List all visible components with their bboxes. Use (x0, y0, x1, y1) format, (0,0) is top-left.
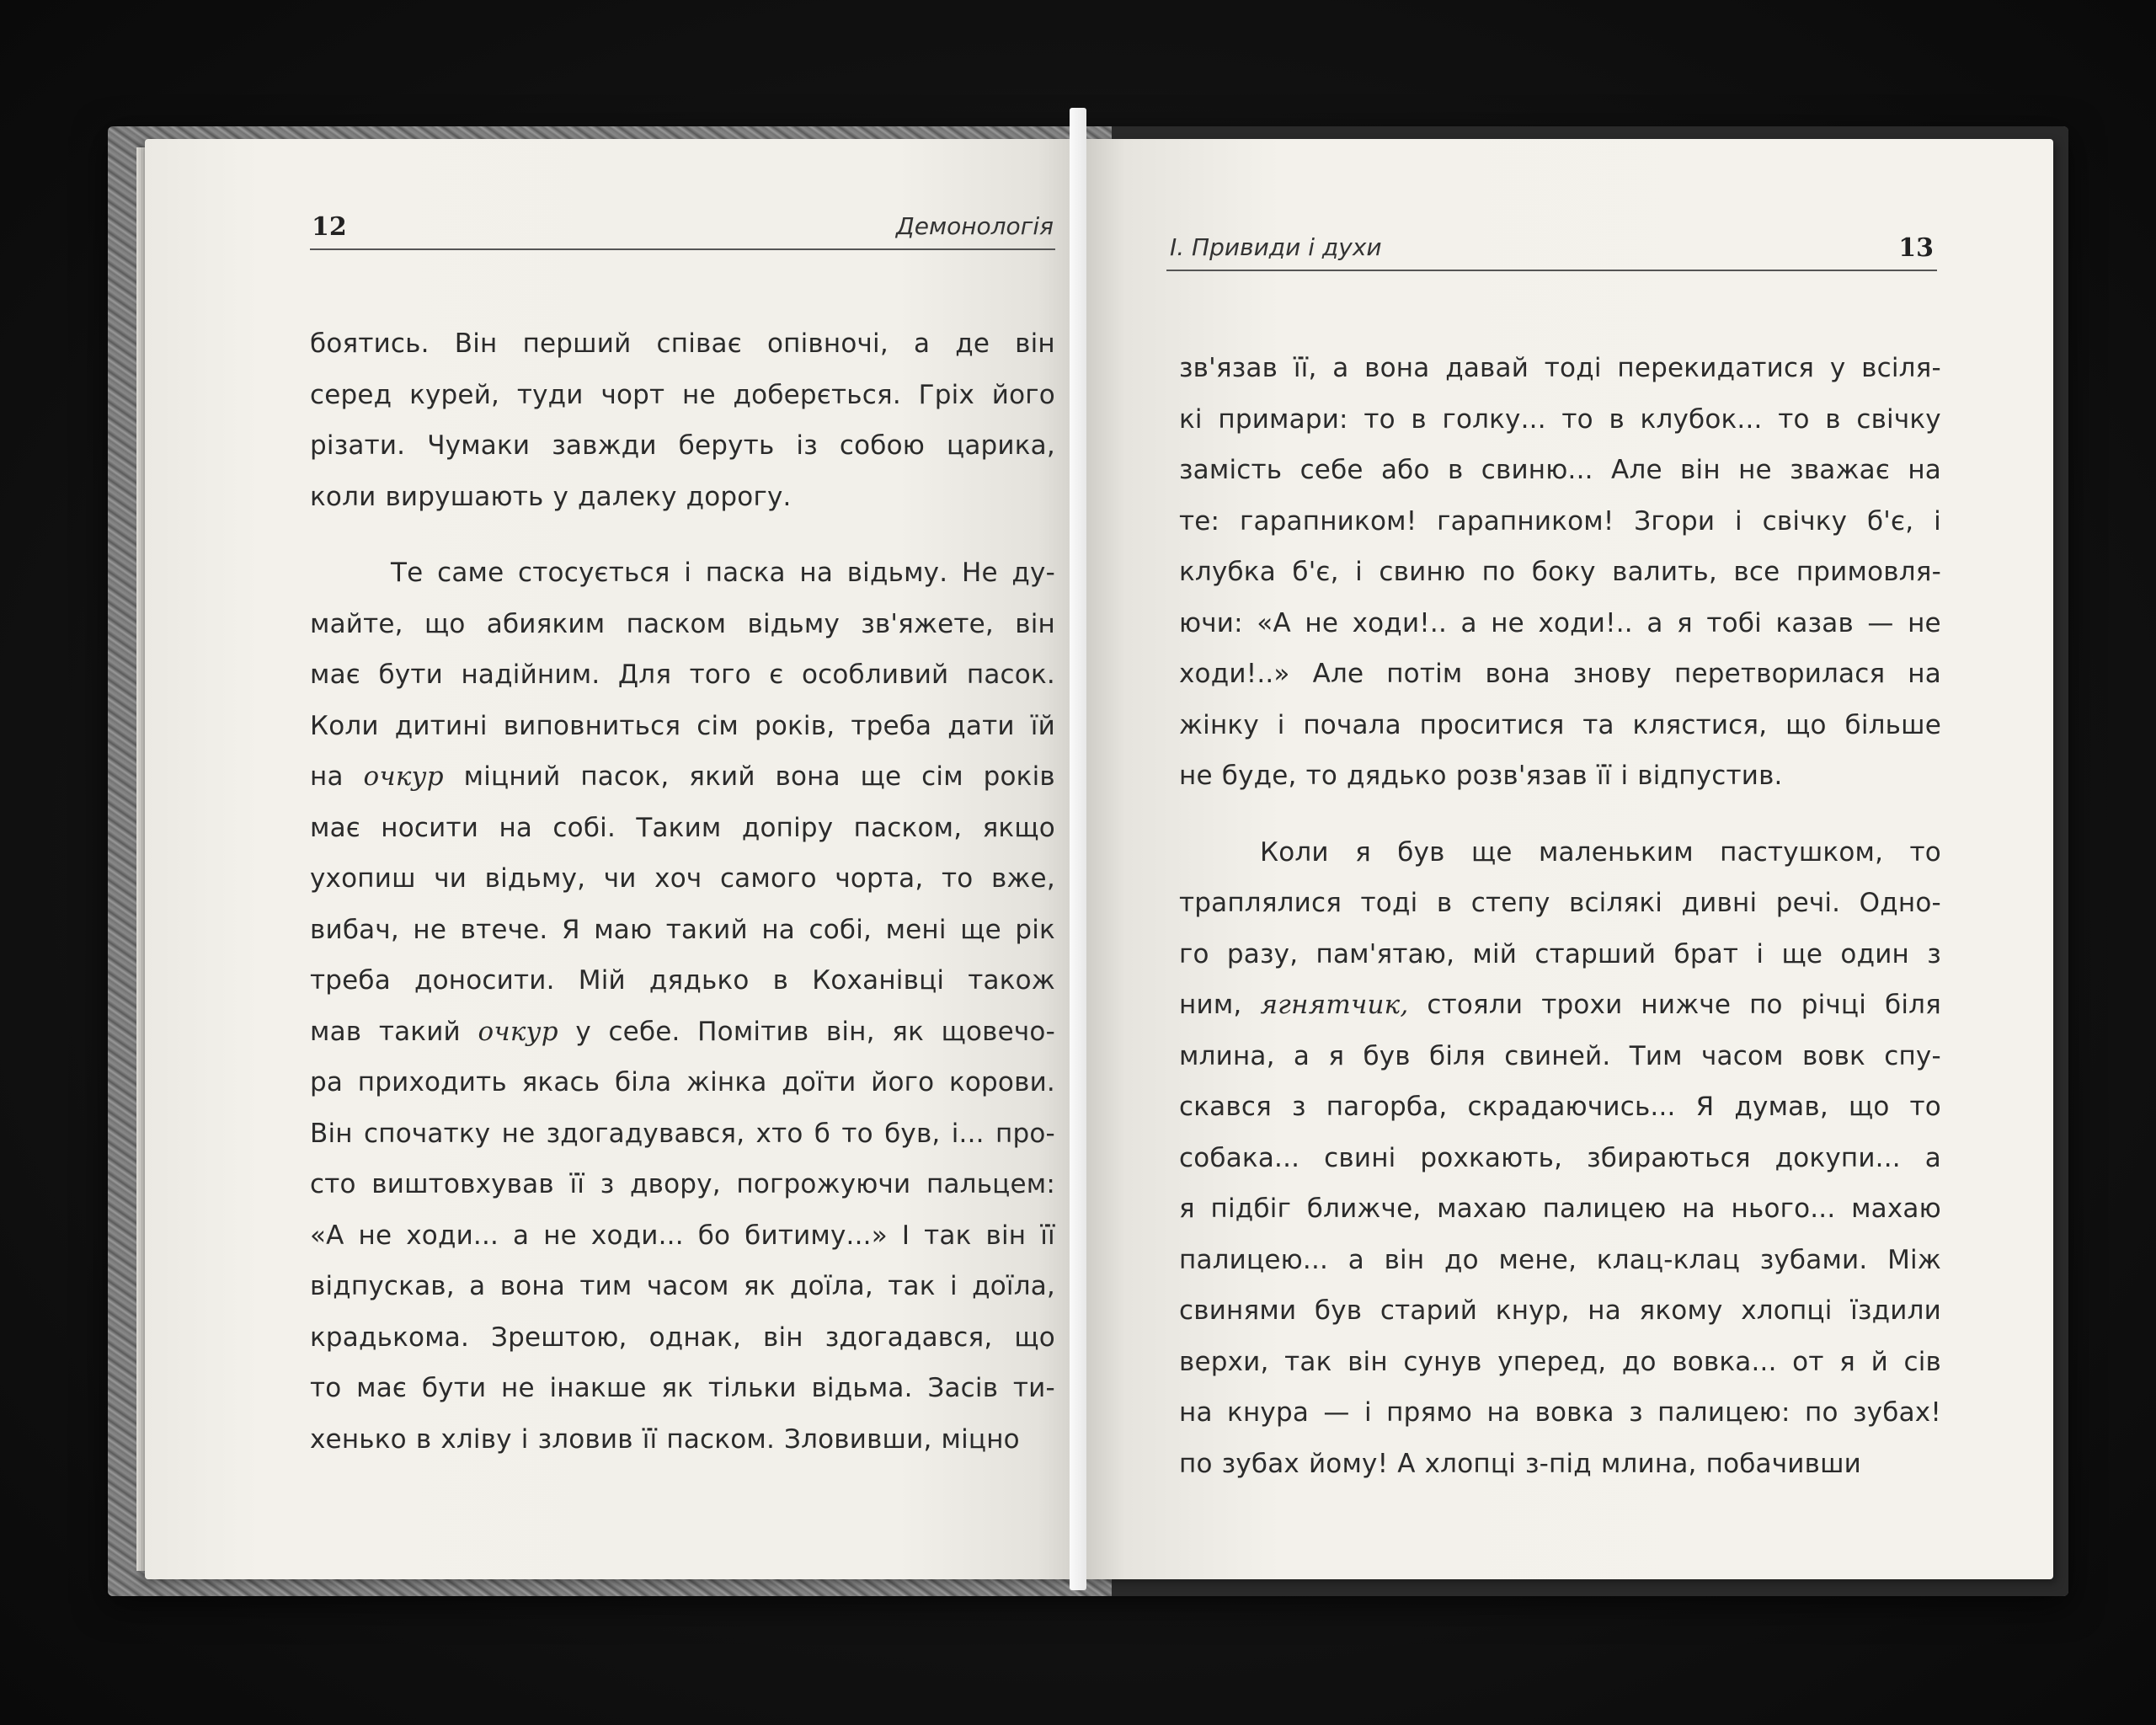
text-line: мав такий очкур у себе. Помітив він, як щовечо- (310, 1016, 1055, 1047)
book-spine (1070, 108, 1086, 1590)
text-line: траплялися тоді в степу всілякі дивні речі. Одно- (1179, 888, 1941, 918)
text-line: ним, ягнятчик, стояли трохи нижче по річці біля (1179, 990, 1941, 1020)
text-line: Він спочатку не здогадувався, хто б то був, і... про- (310, 1118, 1055, 1149)
left-page-header (310, 198, 1055, 250)
text-line: скався з пагорба, скрадаючись... Я думав, що то (1179, 1092, 1941, 1122)
text-line: ючи: «А не ходи!.. а не ходи!.. а я тобі казав — не (1179, 607, 1941, 638)
text-line: сто виштовхував її з двору, погрожуючи пальцем: (310, 1169, 1055, 1199)
text-line: треба доносити. Мій дядько в Коханівці також (310, 965, 1055, 996)
running-head-right: І. Привиди і духи (1170, 233, 1382, 261)
text-line: Коли дитині виповниться сім років, треба дати їй (310, 710, 1055, 741)
paragraph-gap (1179, 802, 1941, 827)
text-line: ходи!..» Але потім вона знову перетворилася на (1179, 659, 1941, 689)
text-line: крадькома. Зрештою, однак, він здогадався, що (310, 1322, 1055, 1353)
text-line: ухопиш чи відьму, чи хоч самого чорта, то вже, (310, 863, 1055, 894)
text-line: коли вирушають у далеку дорогу. (310, 481, 792, 512)
text-line: хенько в хліву і зловив її паском. Зловивши, міцно (310, 1423, 1020, 1455)
page-number-left: 12 (312, 212, 347, 242)
text-line: майте, що абияким паском відьму зв'яжете, він (310, 608, 1055, 639)
text-line: відпускав, а вона тим часом як доїла, так і доїла, (310, 1271, 1055, 1301)
text-line: свинями був старий кнур, на якому хлопці їздили (1179, 1295, 1941, 1326)
text-line: серед курей, туди чорт не доберється. Гріх його (310, 379, 1055, 410)
text-line: «А не ходи... а не ходи... бо битиму...» І так він її (310, 1220, 1055, 1251)
text-line: боятись. Він перший співає опівночі, а де він (310, 328, 1055, 359)
text-line: зв'язав її, а вона давай тоді перекидатися у всіля- (1179, 353, 1941, 383)
text-line: по зубах йому! А хлопці з-під млина, побачивши (1179, 1448, 1862, 1479)
right-page-body (1179, 343, 1941, 1489)
text-line: замість себе або в свиню... Але він не зважає на (1179, 455, 1941, 485)
text-line: не буде, то дядько розв'язав її і відпустив. (1179, 761, 1783, 791)
paragraph-gap (310, 522, 1055, 547)
text-line: млина, а я був біля свиней. Тим часом вовк спу- (1179, 1040, 1941, 1071)
text-line: Те саме стосується і паска на відьму. Не ду- (391, 558, 1055, 588)
text-line: собака... свині рохкають, збираються докупи... а (1179, 1142, 1941, 1173)
left-page-body (310, 318, 1055, 1465)
right-page-header (1166, 219, 1937, 271)
text-line: верхи, так він сунув уперед, до вовка... от я й сів (1179, 1346, 1941, 1377)
running-head-left: Демонологія (895, 212, 1054, 240)
text-line: кі примари: то в голку... то в клубок... то в свічку (1179, 403, 1941, 435)
text-line: жінку і почала проситися та клястися, що більше (1179, 709, 1941, 740)
text-line: я підбіг ближче, махаю палицею на нього... махаю (1179, 1194, 1941, 1224)
text-line: вибач, не втече. Я маю такий на собі, мені ще рік (310, 914, 1055, 945)
text-line: має бути надійним. Для того є особливий пасок. (310, 660, 1055, 690)
text-line: на кнура — і прямо на вовка з палицею: по зубах! (1179, 1397, 1941, 1428)
text-line: на очкур міцний пасок, який вона ще сім років (310, 761, 1055, 792)
text-line: те: гарапником! гарапником! Згори і свічку б'є, і (1179, 505, 1941, 537)
text-line: го разу, пам'ятаю, мій старший брат і ще один з (1179, 938, 1941, 969)
text-line: має носити на собі. Таким допіру паском, якщо (310, 812, 1055, 843)
text-line: різати. Чумаки завжди беруть із собою царика, (310, 430, 1055, 461)
text-line: ра приходить якась біла жінка доїти його корови. (310, 1067, 1055, 1097)
page-number-right: 13 (1898, 233, 1934, 263)
text-line: палицею... а він до мене, клац-клац зубами. Між (1179, 1244, 1941, 1275)
text-line: клубка б'є, і свиню по боку валить, все примовля- (1179, 557, 1941, 587)
text-line: Коли я був ще маленьким пастушком, то (1260, 836, 1941, 868)
text-line: то має бути не інакше як тільки відьма. Засів ти- (310, 1373, 1055, 1403)
